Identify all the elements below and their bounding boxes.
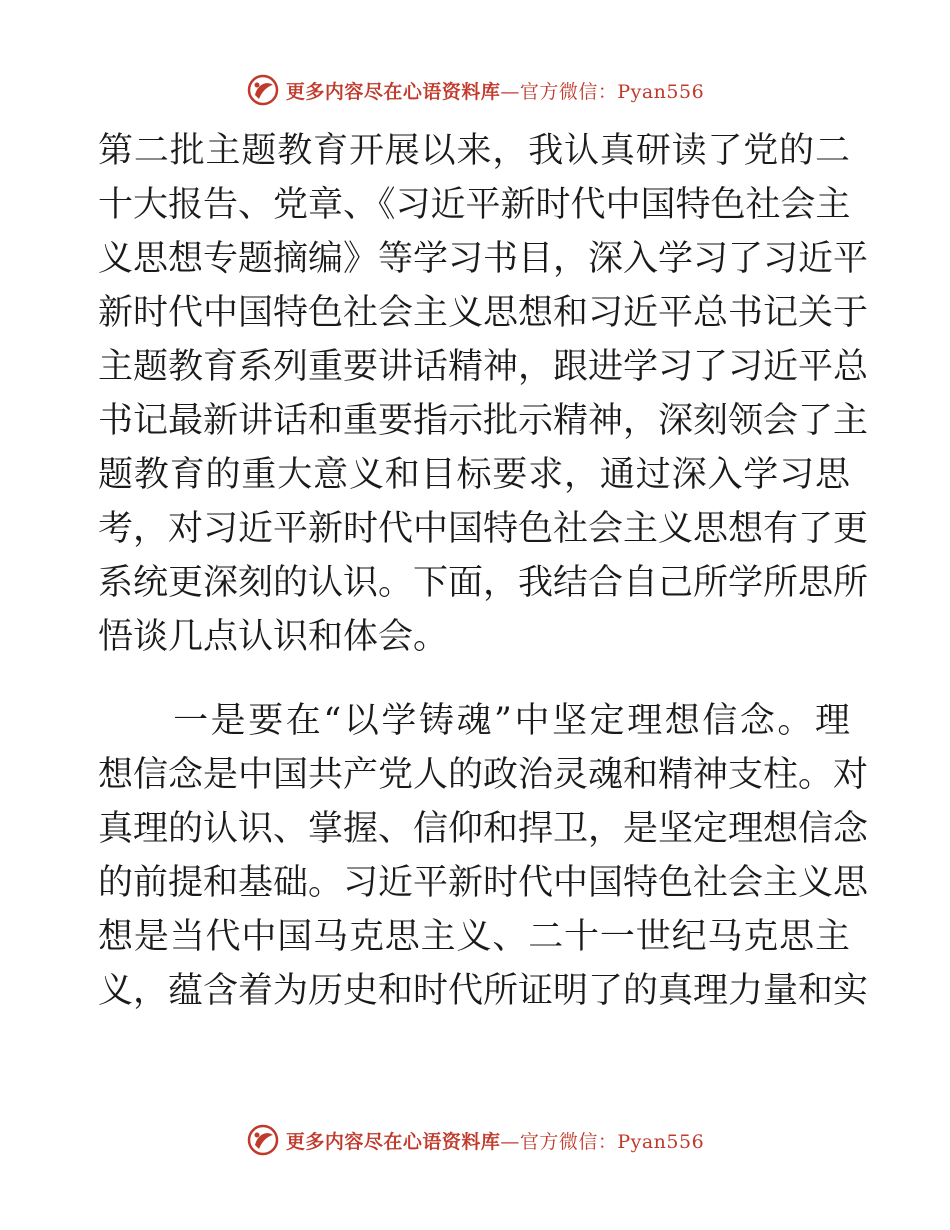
text-line: 主题教育系列重要讲话精神，跟进学习了习近平总 <box>98 347 869 387</box>
text-line: 悟谈几点认识和体会。 <box>98 617 449 657</box>
text-line: 想信念是中国共产党人的政治灵魂和精神支柱。对 <box>98 755 869 795</box>
text-line: 真理的认识、掌握、信仰和捍卫，是坚定理想信念 <box>98 809 869 849</box>
watermark-contact: —官方微信：Pyan556 <box>500 1130 705 1153</box>
text-line: 题教育的重大意义和目标要求，通过深入学习思 <box>98 455 850 495</box>
article-body <box>98 124 869 1018</box>
paragraph-spacer <box>98 664 850 694</box>
footer-watermark <box>0 1122 950 1158</box>
text-line: 一是要在“以学铸魂”中坚定理想信念。理 <box>98 701 850 741</box>
header-watermark <box>0 72 950 108</box>
text-line: 义，蕴含着为历史和时代所证明了的真理力量和实 <box>98 971 869 1011</box>
brand-logo-icon <box>246 1123 280 1157</box>
text-line: 想是当代中国马克思主义、二十一世纪马克思主 <box>98 917 850 957</box>
text-line: 第二批主题教育开展以来，我认真研读了党的二 <box>98 131 850 171</box>
watermark-text <box>286 1127 704 1154</box>
text-line: 书记最新讲话和重要指示批示精神，深刻领会了主 <box>98 401 869 441</box>
brand-logo-icon <box>246 73 280 107</box>
text-line: 新时代中国特色社会主义思想和习近平总书记关于 <box>98 293 869 333</box>
text-line: 考，对习近平新时代中国特色社会主义思想有了更 <box>98 509 869 549</box>
paragraph-intro <box>98 124 869 664</box>
watermark-contact: —官方微信：Pyan556 <box>500 80 705 103</box>
watermark-text <box>286 77 704 104</box>
text-line: 系统更深刻的认识。下面，我结合自己所学所思所 <box>98 563 869 603</box>
text-line: 的前提和基础。习近平新时代中国特色社会主义思 <box>98 863 869 903</box>
text-line: 十大报告、党章、《习近平新时代中国特色社会主 <box>98 185 851 225</box>
paragraph-point-one <box>98 694 869 1018</box>
watermark-brand: 更多内容尽在心语资料库 <box>285 80 501 103</box>
watermark-brand: 更多内容尽在心语资料库 <box>285 1130 501 1153</box>
text-line: 义思想专题摘编》等学习书目，深入学习了习近平 <box>98 239 869 279</box>
